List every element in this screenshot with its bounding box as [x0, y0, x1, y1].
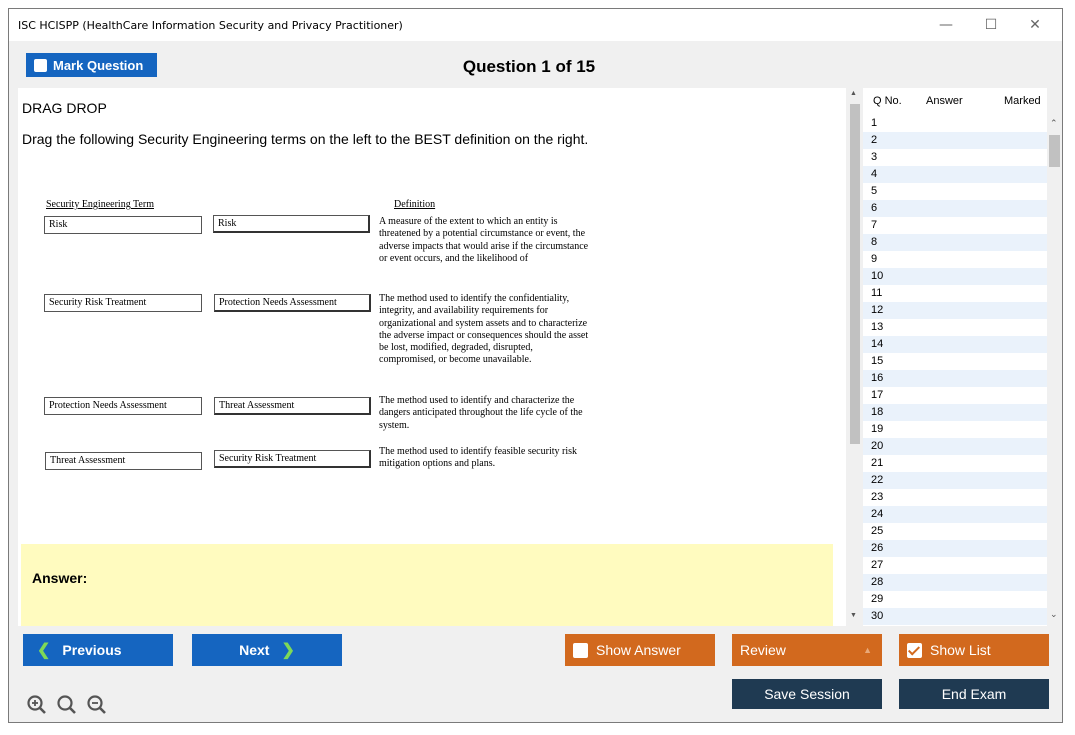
answer-box[interactable]: Threat Assessment	[214, 397, 371, 415]
question-list-row[interactable]: 6	[863, 200, 1047, 217]
question-list	[863, 88, 1047, 626]
question-list-row[interactable]: 25	[871, 525, 884, 537]
question-list-row[interactable]: 14	[863, 336, 1047, 353]
definition-text: The method used to identify feasible security risk mitigation options and plans.	[379, 446, 578, 470]
next-label: Next	[239, 642, 270, 658]
question-list-row[interactable]: 4	[863, 166, 1047, 183]
question-type: DRAG DROP	[22, 100, 107, 116]
end-exam-button[interactable]: End Exam	[899, 679, 1049, 709]
question-header	[9, 41, 1062, 88]
question-list-row[interactable]: 17	[871, 389, 884, 401]
answer-box[interactable]: Security Risk Treatment	[214, 450, 371, 468]
question-list-row[interactable]: 2	[863, 132, 1047, 149]
question-list-row[interactable]: 23	[871, 491, 884, 503]
zoom-out-icon[interactable]	[86, 694, 108, 716]
review-dropdown[interactable]	[732, 634, 882, 666]
chevron-right-icon: ❯	[281, 642, 295, 659]
question-list-row[interactable]: 12	[863, 302, 1047, 319]
question-title: Question 1 of 15	[462, 57, 596, 76]
question-list-row[interactable]: 29	[871, 593, 884, 605]
answer-label: Answer:	[32, 570, 88, 586]
question-list-row[interactable]: 11	[871, 287, 883, 299]
review-label: Review	[740, 642, 786, 658]
dropdown-arrow-icon: ▲	[863, 645, 872, 655]
question-list-row[interactable]: 24	[863, 506, 1047, 523]
scroll-down-icon[interactable]: ▼	[850, 612, 857, 619]
question-list-row[interactable]: 5	[871, 185, 878, 197]
question-list-row[interactable]: 16	[863, 370, 1047, 387]
scrollbar-thumb[interactable]	[850, 104, 860, 444]
question-list-scrollbar[interactable]	[1047, 115, 1062, 626]
show-list-label: Show List	[930, 642, 991, 658]
zoom-in-icon[interactable]	[26, 694, 48, 716]
definition-text: The method used to identify the confidentiality, integrity, and availability requirements for organizational and system assets and to characterize the adverse impact or consequences should the asset be lost, modified, degraded, disrupted, compromised, or become unavailable.	[379, 293, 589, 366]
question-list-row[interactable]: 3	[871, 151, 878, 163]
question-list-header	[863, 88, 1047, 114]
term-box[interactable]: Risk	[44, 216, 202, 234]
question-text: Drag the following Security Engineering terms on the left to the BEST definition on the right.	[22, 131, 589, 147]
close-icon[interactable]: ✕	[1029, 17, 1041, 33]
question-list-rows	[863, 115, 1047, 625]
show-answer-checkbox[interactable]	[573, 643, 588, 658]
term-box[interactable]: Threat Assessment	[45, 452, 202, 470]
show-list-checkbox[interactable]	[907, 643, 922, 658]
zoom-reset-icon[interactable]	[56, 694, 78, 716]
minimize-icon[interactable]: —	[939, 17, 953, 33]
scroll-up-icon[interactable]: ▲	[850, 90, 857, 97]
mark-question-button[interactable]	[26, 53, 157, 77]
title-bar	[9, 9, 1062, 41]
definition-text: A measure of the extent to which an entity is threatened by a potential circumstance or event, the adverse impacts that would arise if the circumstance or event occurs, and the likelihood of	[379, 216, 589, 264]
show-answer-label: Show Answer	[596, 642, 681, 658]
question-list-row[interactable]: 22	[863, 472, 1047, 489]
col-marked: Marked	[1004, 95, 1041, 107]
term-box[interactable]: Protection Needs Assessment	[44, 397, 202, 415]
question-list-row[interactable]: 30	[863, 608, 1047, 625]
question-list-row[interactable]: 13	[871, 321, 884, 333]
question-list-row[interactable]: 7	[871, 219, 878, 231]
question-list-row[interactable]: 26	[863, 540, 1047, 557]
content-scrollbar[interactable]	[846, 88, 863, 626]
term-column-header: Security Engineering Term	[46, 199, 154, 210]
term-box[interactable]: Security Risk Treatment	[44, 294, 202, 312]
col-qno: Q No.	[873, 95, 902, 107]
mark-question-label: Mark Question	[53, 57, 144, 73]
save-session-button[interactable]: Save Session	[732, 679, 882, 709]
question-list-row[interactable]: 10	[863, 268, 1047, 285]
definition-text: The method used to identify and characterize the dangers anticipated throughout the life cycle of the system.	[379, 395, 583, 431]
next-button[interactable]	[192, 634, 342, 666]
question-list-row[interactable]: 19	[871, 423, 884, 435]
question-list-row[interactable]: 27	[871, 559, 884, 571]
app-window	[8, 8, 1063, 723]
question-list-row[interactable]: 9	[871, 253, 878, 265]
question-list-row[interactable]: 8	[863, 234, 1047, 251]
question-list-row[interactable]: 15	[871, 355, 884, 367]
footer-toolbar	[9, 626, 1062, 722]
chevron-up-icon[interactable]: ⌃	[1050, 118, 1058, 128]
previous-button[interactable]	[23, 634, 173, 666]
question-list-row[interactable]: 18	[863, 404, 1047, 421]
question-content	[18, 88, 846, 626]
col-answer: Answer	[926, 95, 963, 107]
chevron-left-icon: ❮	[37, 642, 51, 659]
answer-box[interactable]: Risk	[213, 215, 370, 233]
chevron-down-icon[interactable]: ⌄	[1050, 609, 1058, 619]
question-list-row[interactable]: 21	[871, 457, 884, 469]
show-list-button[interactable]	[899, 634, 1049, 666]
definition-column-header: Definition	[394, 199, 436, 210]
question-list-row[interactable]: 20	[863, 438, 1047, 455]
window-title: ISC HCISPP (HealthCare Information Security and Privacy Practitioner)	[18, 19, 403, 32]
question-list-row[interactable]: 28	[863, 574, 1047, 591]
show-answer-button[interactable]	[565, 634, 715, 666]
answer-box[interactable]: Protection Needs Assessment	[214, 294, 371, 312]
scrollbar-thumb[interactable]	[1049, 135, 1060, 167]
maximize-icon[interactable]: ☐	[984, 17, 998, 33]
previous-label: Previous	[62, 642, 122, 658]
question-list-row[interactable]: 1	[871, 117, 878, 129]
mark-checkbox-icon	[34, 59, 47, 72]
